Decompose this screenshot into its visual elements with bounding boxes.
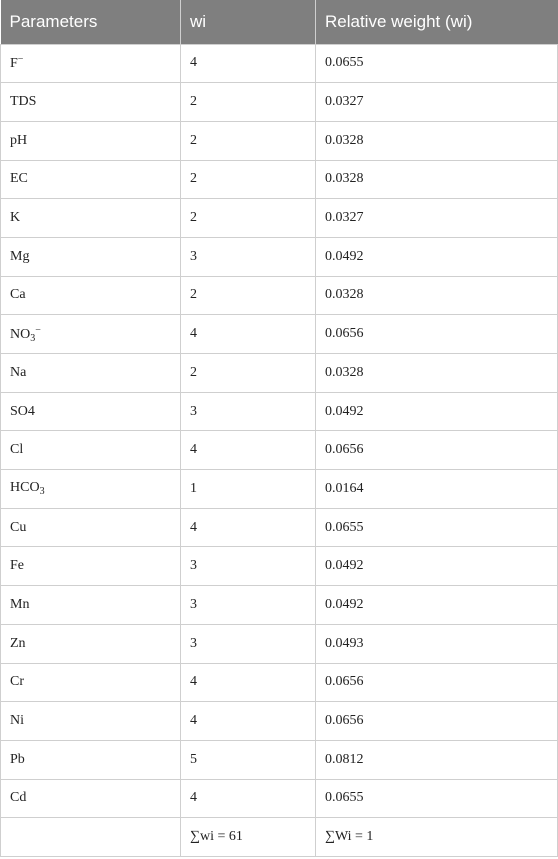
relative-weight-cell: 0.0655 (316, 508, 558, 547)
wi-cell: 4 (181, 702, 316, 741)
parameter-name: Ni (10, 713, 24, 729)
parameter-cell (1, 779, 181, 818)
parameter-cell (1, 663, 181, 702)
table-row (1, 702, 558, 741)
parameter-cell (1, 586, 181, 625)
wi-cell: 4 (181, 315, 316, 354)
wi-cell: 3 (181, 547, 316, 586)
relative-weight-cell: 0.0328 (316, 160, 558, 199)
parameter-cell (1, 508, 181, 547)
wi-cell: 2 (181, 276, 316, 315)
parameter-cell (1, 83, 181, 122)
wi-cell: 4 (181, 431, 316, 470)
table-row (1, 586, 558, 625)
parameter-name: EC (10, 171, 28, 187)
parameter-cell (1, 354, 181, 393)
sum-wi-cell: ∑wi = 61 (181, 818, 316, 857)
parameter-cell (1, 276, 181, 315)
table-body (1, 44, 558, 856)
parameter-name: Cu (10, 519, 27, 535)
table-row (1, 663, 558, 702)
wi-cell: 3 (181, 237, 316, 276)
wi-cell: 4 (181, 508, 316, 547)
parameter-subscript: 3 (39, 486, 45, 498)
table-row (1, 44, 558, 83)
parameter-name: SO4 (10, 403, 35, 419)
parameter-cell (1, 199, 181, 238)
wi-cell: 5 (181, 740, 316, 779)
wi-cell: 2 (181, 121, 316, 160)
parameter-subscript: 3 (30, 332, 36, 344)
relative-weight-cell: 0.0656 (316, 431, 558, 470)
table-row (1, 547, 558, 586)
parameter-name: Na (10, 364, 27, 380)
table-row (1, 121, 558, 160)
parameter-name: Ca (10, 287, 26, 303)
wi-cell: 3 (181, 586, 316, 625)
parameter-name: Zn (10, 635, 26, 651)
table-row (1, 354, 558, 393)
parameter-name: K (10, 210, 21, 226)
relative-weight-cell: 0.0656 (316, 315, 558, 354)
parameter-name: Pb (10, 751, 25, 767)
parameter-cell (1, 315, 181, 354)
wi-cell: 4 (181, 779, 316, 818)
parameter-superscript: − (17, 54, 24, 66)
wi-cell: 2 (181, 83, 316, 122)
wi-cell: 1 (181, 470, 316, 509)
parameter-name: TDS (10, 94, 37, 110)
wi-cell: 3 (181, 624, 316, 663)
table-row (1, 431, 558, 470)
parameter-cell (1, 392, 181, 431)
table-header (1, 0, 558, 44)
parameter-cell (1, 121, 181, 160)
parameter-name: Mn (10, 596, 30, 612)
sum-row (1, 818, 558, 857)
parameter-name: Mg (10, 248, 30, 264)
table-row (1, 470, 558, 509)
relative-weight-cell: 0.0656 (316, 702, 558, 741)
relative-weight-cell: 0.0492 (316, 237, 558, 276)
table-row (1, 779, 558, 818)
table-row (1, 392, 558, 431)
parameter-cell (1, 624, 181, 663)
table-row (1, 199, 558, 238)
relative-weight-cell: 0.0328 (316, 121, 558, 160)
wi-cell: 4 (181, 44, 316, 83)
table-row (1, 315, 558, 354)
parameter-name: pH (10, 132, 28, 148)
parameter-cell (1, 237, 181, 276)
parameter-cell (1, 431, 181, 470)
relative-weight-cell: 0.0328 (316, 276, 558, 315)
header-parameters: Parameters (1, 0, 181, 44)
relative-weight-cell: 0.0328 (316, 354, 558, 393)
header-relative-weight: Relative weight (wi) (316, 0, 558, 44)
relative-weight-cell: 0.0655 (316, 44, 558, 83)
sum-parameter-cell (1, 818, 181, 857)
relative-weight-cell: 0.0164 (316, 470, 558, 509)
parameter-cell (1, 160, 181, 199)
wi-cell: 3 (181, 392, 316, 431)
parameter-name: HCO (10, 480, 40, 496)
relative-weight-cell: 0.0492 (316, 547, 558, 586)
table-row (1, 624, 558, 663)
parameter-cell (1, 547, 181, 586)
relative-weight-cell: 0.0812 (316, 740, 558, 779)
relative-weight-cell: 0.0655 (316, 779, 558, 818)
parameter-cell (1, 740, 181, 779)
sum-relative-weight-cell: ∑Wi = 1 (316, 818, 558, 857)
wi-cell: 4 (181, 663, 316, 702)
wi-cell: 2 (181, 160, 316, 199)
parameter-name: F (10, 56, 18, 72)
parameter-name: Fe (10, 558, 24, 574)
parameter-cell (1, 470, 181, 509)
header-row (1, 0, 558, 44)
table-row (1, 508, 558, 547)
table-row (1, 237, 558, 276)
parameter-name: Cr (10, 674, 24, 690)
parameter-cell (1, 44, 181, 83)
parameter-superscript: − (35, 324, 41, 336)
table-row (1, 83, 558, 122)
relative-weight-cell: 0.0492 (316, 586, 558, 625)
wi-cell: 2 (181, 354, 316, 393)
relative-weight-cell: 0.0492 (316, 392, 558, 431)
parameter-name: Cd (10, 790, 27, 806)
parameter-cell (1, 702, 181, 741)
table-row (1, 160, 558, 199)
relative-weight-cell: 0.0327 (316, 199, 558, 238)
parameter-name: Cl (10, 442, 24, 458)
relative-weight-cell: 0.0656 (316, 663, 558, 702)
relative-weight-cell: 0.0493 (316, 624, 558, 663)
parameter-name: NO (10, 326, 31, 342)
table-row (1, 740, 558, 779)
table-row (1, 276, 558, 315)
wi-cell: 2 (181, 199, 316, 238)
header-wi: wi (181, 0, 316, 44)
relative-weight-cell: 0.0327 (316, 83, 558, 122)
